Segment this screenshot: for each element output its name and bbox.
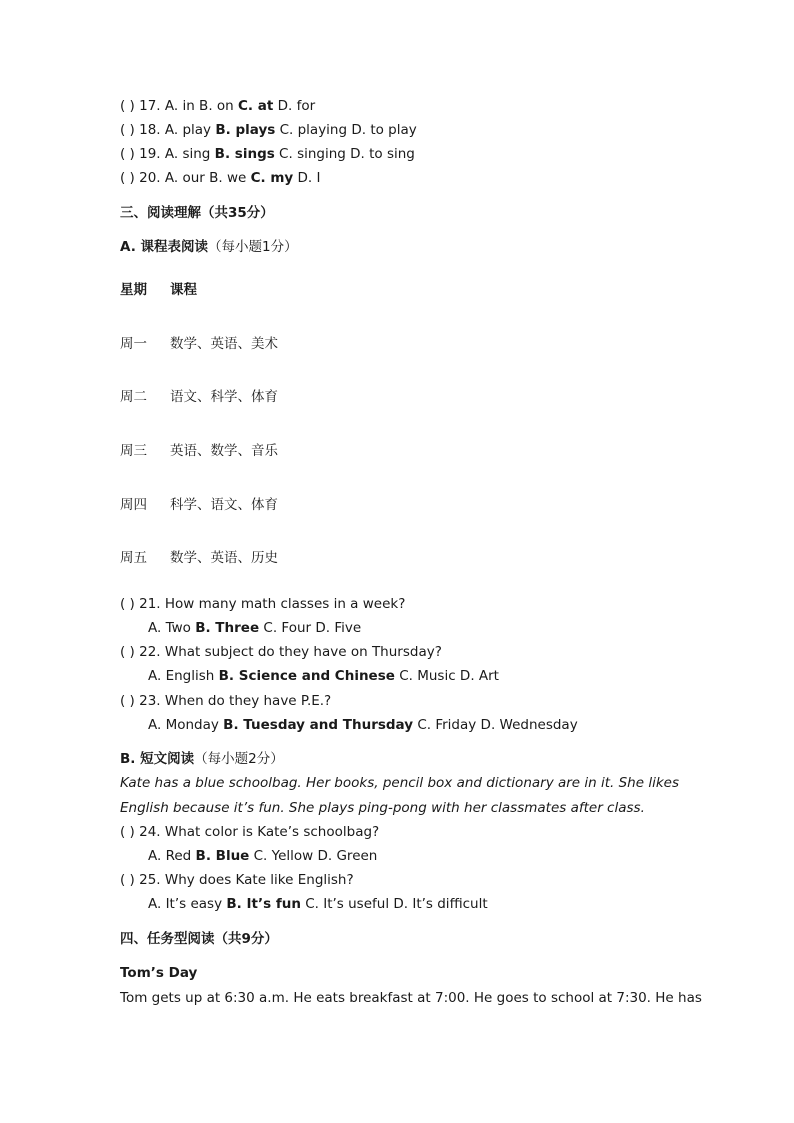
question-18: ( ) 18. A. play B. plays C. playing D. to play xyxy=(120,122,417,138)
question-25-options: A. It’s easy B. It’s fun C. It’s useful D. It’s difficult xyxy=(148,896,488,912)
part-a-heading: A. 课程表阅读（每小题1分） xyxy=(120,239,298,255)
passage-line-1: Kate has a blue schoolbag. Her books, pencil box and dictionary are in it. She likes xyxy=(120,775,679,791)
question-19: ( ) 19. A. sing B. sings C. singing D. to sing xyxy=(120,146,415,162)
section-3-heading: 三、阅读理解（共35分） xyxy=(120,205,274,221)
header-day: 星期 xyxy=(120,282,147,298)
question-24: ( ) 24. What color is Kate’s schoolbag? xyxy=(120,824,380,840)
question-24-options: A. Red B. Blue C. Yellow D. Green xyxy=(148,848,378,864)
question-22-options: A. English B. Science and Chinese C. Music D. Art xyxy=(148,668,499,684)
header-course: 课程 xyxy=(170,282,197,298)
part-b-heading: B. 短文阅读（每小题2分） xyxy=(120,751,284,767)
passage-line-2: English because it’s fun. She plays ping-pong with her classmates after class. xyxy=(120,800,645,816)
question-21: ( ) 21. How many math classes in a week? xyxy=(120,596,406,612)
tom-day-title: Tom’s Day xyxy=(120,965,198,981)
question-25: ( ) 25. Why does Kate like English? xyxy=(120,872,354,888)
question-23-options: A. Monday B. Tuesday and Thursday C. Friday D. Wednesday xyxy=(148,717,578,733)
section-4-heading: 四、任务型阅读（共9分） xyxy=(120,931,278,947)
question-21-options: A. Two B. Three C. Four D. Five xyxy=(148,620,362,636)
question-23: ( ) 23. When do they have P.E.? xyxy=(120,693,332,709)
document-page: ( ) 17. A. in B. on C. at D. for ( ) 18. A. play B. plays C. playing D. to play ( ) 19. A. sing B. sings C. singing D. to sing ( ) 20. A. our B. we C. my D. I 三、阅读理解（共35分） A. 课程表阅读（每小题1分） 星期 课程 周一 数学、英语、美术 周二 语文、科学、体育 周三 英语、数学、音乐 周四 科学、语文、体育 周五 数学、英语、历史 ( ) 21. How many math classes in a week? A. Two B. Three C. Four D. Five ( ) 22. What subject do they have on Thursday? A. English B. Science and Chinese C. Music D. Art ( ) 23. When do they have P.E.? A. Monday B. Tuesday and Thursday C. Friday D. Wednesday B. 短文阅读（每小题2分） Kate has a blue schoolbag. Her books, pencil box and dictionary are in it. She likes English because it’s fun. She plays ping-pong with her classmates after class. ( ) 24. What color is Kate’s schoolbag? A. Red B. Blue C. Yellow D. Green ( ) 25. Why does Kate like English? A. It’s easy B. It’s fun C. It’s useful D. It’s difficult 四、任务型阅读（共9分） Tom’s Day Tom gets up at 6:30 a.m. He eats breakfast at 7:00. He goes to school at 7:30. He has xyxy=(120,98,702,1006)
tom-day-line-1: Tom gets up at 6:30 a.m. He eats breakfast at 7:00. He goes to school at 7:30. He has xyxy=(120,990,702,1006)
question-17: ( ) 17. A. in B. on C. at D. for xyxy=(120,98,316,114)
question-20: ( ) 20. A. our B. we C. my D. I xyxy=(120,170,321,186)
question-22: ( ) 22. What subject do they have on Thursday? xyxy=(120,644,442,660)
